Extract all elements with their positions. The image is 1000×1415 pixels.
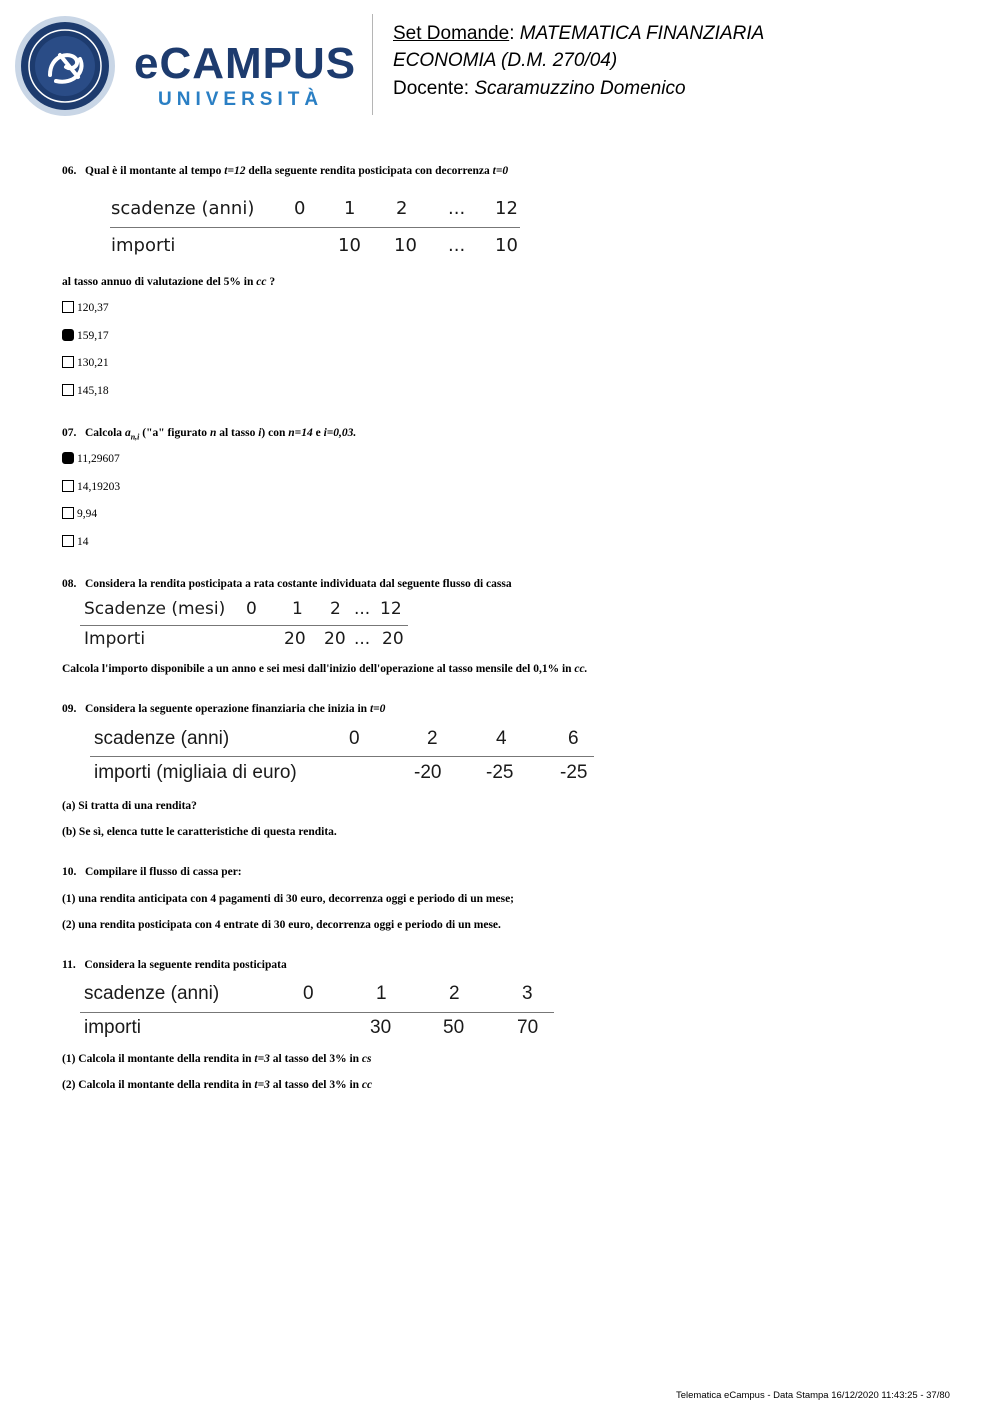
table-cell: -20 bbox=[414, 762, 442, 783]
course-program: ECONOMIA (D.M. 270/04) bbox=[393, 50, 618, 71]
question-number: 09. bbox=[62, 703, 77, 715]
table-cell: ... bbox=[448, 198, 466, 219]
math-var: cs bbox=[361, 1053, 372, 1065]
math-var: cc bbox=[256, 276, 267, 288]
table-cell: 10 bbox=[338, 235, 361, 256]
cashflow-table-q06 bbox=[110, 196, 520, 260]
table-cell: 0 bbox=[294, 198, 306, 219]
checkbox[interactable] bbox=[62, 384, 74, 396]
answer-option[interactable] bbox=[62, 535, 89, 549]
table-cell: 70 bbox=[517, 1017, 539, 1038]
option-label: 14,19203 bbox=[77, 481, 121, 493]
table-rule bbox=[80, 1012, 554, 1013]
checkbox[interactable] bbox=[62, 535, 74, 547]
math-var: i bbox=[258, 427, 262, 439]
math-subscript: n,i bbox=[130, 432, 140, 442]
math-var: n=14 bbox=[288, 427, 313, 439]
course-name: MATEMATICA FINANZIARIA bbox=[519, 23, 765, 44]
row-label-scadenze: scadenze (anni) bbox=[84, 983, 220, 1004]
question-08 bbox=[62, 577, 512, 591]
cashflow-table-q09 bbox=[90, 726, 594, 786]
teacher-name: Scaramuzzino Domenico bbox=[474, 78, 686, 99]
answer-option-selected[interactable] bbox=[62, 452, 120, 466]
question-text: (2) Calcola il montante della rendita in bbox=[62, 1079, 252, 1091]
table-cell: 10 bbox=[495, 235, 518, 256]
checkbox[interactable] bbox=[62, 301, 74, 313]
question-number: 06. bbox=[62, 165, 77, 177]
question-text: al tasso del 3% in bbox=[272, 1053, 360, 1065]
table-cell: -25 bbox=[560, 762, 588, 783]
header-teacher-line bbox=[393, 77, 686, 101]
table-cell: ... bbox=[354, 599, 371, 619]
question-text: e bbox=[315, 427, 321, 439]
table-cell: 50 bbox=[443, 1017, 465, 1038]
table-rule bbox=[110, 227, 520, 228]
answer-option[interactable] bbox=[62, 480, 120, 494]
question-number: 11. bbox=[62, 959, 76, 971]
question-text: ("a" figurato bbox=[142, 427, 208, 439]
question-text: Considera la rendita posticipata a rata costante individuata dal seguente flusso di cassa bbox=[85, 578, 512, 590]
question-text: Considera la seguente operazione finanziaria che inizia in bbox=[85, 703, 368, 715]
question-number: 10. bbox=[62, 866, 77, 878]
table-cell: ... bbox=[354, 629, 371, 649]
table-cell: 1 bbox=[292, 599, 303, 619]
table-cell: 10 bbox=[394, 235, 417, 256]
option-label: 11,29607 bbox=[77, 453, 120, 465]
question-11-item-1 bbox=[62, 1052, 372, 1066]
question-text: (1) Calcola il montante della rendita in bbox=[62, 1053, 252, 1065]
question-06-tail bbox=[62, 275, 275, 289]
row-label-importi: Importi bbox=[84, 629, 146, 649]
math-var: i=0,03. bbox=[323, 427, 357, 439]
option-label: 14 bbox=[77, 536, 89, 548]
question-text: al tasso del 3% in bbox=[272, 1079, 360, 1091]
question-11 bbox=[62, 958, 287, 972]
question-text: Qual è il montante al tempo bbox=[85, 165, 222, 177]
header-course-line-2 bbox=[393, 49, 617, 73]
table-cell: -25 bbox=[486, 762, 514, 783]
logo-wordmark: eCAMPUS bbox=[134, 39, 357, 88]
question-text: ) con bbox=[261, 427, 286, 439]
question-10 bbox=[62, 865, 242, 879]
cashflow-table-q08 bbox=[80, 598, 408, 654]
header-course-line-1: Set Domande: MATEMATICA FINANZIARIA bbox=[393, 23, 765, 44]
question-text: al tasso bbox=[219, 427, 256, 439]
checkbox[interactable] bbox=[62, 356, 74, 368]
math-var: t=0 bbox=[369, 703, 386, 715]
teacher-label: Docente: bbox=[393, 78, 470, 99]
option-label: 159,17 bbox=[77, 330, 109, 342]
question-text: al tasso annuo di valutazione del 5% bbox=[62, 276, 241, 288]
checkbox-checked[interactable] bbox=[62, 329, 74, 341]
option-label: 145,18 bbox=[77, 385, 109, 397]
question-text: della seguente rendita posticipata con decorrenza bbox=[248, 165, 490, 177]
question-10-item-1: (1) una rendita anticipata con 4 pagamenti di 30 euro, decorrenza oggi e periodo di un mese; bbox=[62, 893, 515, 905]
question-11-item-2 bbox=[62, 1078, 372, 1092]
table-cell: 2 bbox=[449, 983, 460, 1004]
table-cell: 12 bbox=[380, 599, 402, 619]
math-var: t=0 bbox=[492, 165, 509, 177]
table-cell: 0 bbox=[246, 599, 257, 619]
logo-subtext: UNIVERSITÀ bbox=[158, 89, 324, 110]
table-cell: ... bbox=[448, 235, 466, 256]
ecampus-seal-logo bbox=[14, 15, 116, 117]
question-text: ? bbox=[269, 276, 276, 288]
row-label-scadenze: scadenze (anni) bbox=[111, 198, 255, 219]
table-cell: 2 bbox=[330, 599, 341, 619]
table-cell: 0 bbox=[349, 728, 360, 749]
row-label-scadenze: scadenze (anni) bbox=[94, 728, 230, 749]
math-var: t=12 bbox=[224, 165, 246, 177]
table-cell: 12 bbox=[495, 198, 518, 219]
math-var: t=3 bbox=[254, 1079, 270, 1091]
question-09-sub-a: (a) Si tratta di una rendita? bbox=[62, 800, 197, 812]
table-rule bbox=[90, 756, 594, 757]
answer-option[interactable] bbox=[62, 356, 109, 370]
table-cell: 4 bbox=[496, 728, 507, 749]
table-cell: 3 bbox=[522, 983, 533, 1004]
option-label: 120,37 bbox=[77, 302, 109, 314]
answer-option-selected[interactable] bbox=[62, 329, 109, 343]
checkbox[interactable] bbox=[62, 480, 74, 492]
row-label-importi: importi (migliaia di euro) bbox=[94, 762, 297, 783]
table-cell: 1 bbox=[344, 198, 356, 219]
question-text: Considera la seguente rendita posticipata bbox=[84, 959, 287, 971]
row-label-scadenze: Scadenze (mesi) bbox=[84, 599, 226, 619]
math-symbol: a bbox=[124, 427, 131, 439]
option-label: 9,94 bbox=[77, 508, 98, 520]
question-text: Calcola bbox=[85, 427, 123, 439]
question-text: Compilare il flusso di cassa per: bbox=[85, 866, 242, 878]
question-09 bbox=[62, 702, 385, 716]
option-label: 130,21 bbox=[77, 357, 109, 369]
math-var: cc. bbox=[574, 663, 588, 675]
math-var: t=3 bbox=[254, 1053, 270, 1065]
question-09-sub-b: (b) Se sì, elenca tutte le caratteristiche di questa rendita. bbox=[62, 826, 337, 838]
question-number: 07. bbox=[62, 427, 77, 439]
table-cell: 20 bbox=[324, 629, 346, 649]
checkbox[interactable] bbox=[62, 507, 74, 519]
table-cell: 2 bbox=[427, 728, 438, 749]
print-footer: Telematica eCampus - Data Stampa 16/12/2020 11:43:25 - 37/80 bbox=[676, 1390, 950, 1401]
math-var: cc bbox=[361, 1079, 373, 1091]
row-label-importi: importi bbox=[111, 235, 176, 256]
table-cell: 2 bbox=[396, 198, 408, 219]
table-cell: 20 bbox=[284, 629, 306, 649]
set-label: Set Domande bbox=[393, 23, 510, 44]
question-06 bbox=[62, 164, 508, 178]
math-var: n bbox=[209, 427, 217, 439]
answer-option[interactable] bbox=[62, 301, 109, 315]
table-cell: 1 bbox=[376, 983, 387, 1004]
answer-option[interactable] bbox=[62, 384, 109, 398]
question-text: in bbox=[243, 276, 254, 288]
table-cell: 30 bbox=[370, 1017, 392, 1038]
header-divider bbox=[372, 14, 373, 115]
question-number: 08. bbox=[62, 578, 77, 590]
checkbox-checked[interactable] bbox=[62, 452, 74, 464]
question-10-item-2: (2) una rendita posticipata con 4 entrate di 30 euro, decorrenza oggi e periodo di un mese. bbox=[62, 919, 501, 931]
question-08-tail bbox=[62, 662, 588, 676]
question-text: Calcola l'importo disponibile a un anno e sei mesi dall'inizio dell'operazione al tasso mensile del 0,1% in bbox=[62, 663, 572, 675]
cashflow-table-q11 bbox=[80, 982, 554, 1042]
answer-option[interactable] bbox=[62, 507, 97, 521]
table-cell: 0 bbox=[303, 983, 314, 1004]
question-07 bbox=[62, 426, 356, 444]
row-label-importi: importi bbox=[84, 1017, 142, 1038]
table-rule bbox=[80, 625, 408, 626]
table-cell: 6 bbox=[568, 728, 579, 749]
table-cell: 20 bbox=[382, 629, 404, 649]
